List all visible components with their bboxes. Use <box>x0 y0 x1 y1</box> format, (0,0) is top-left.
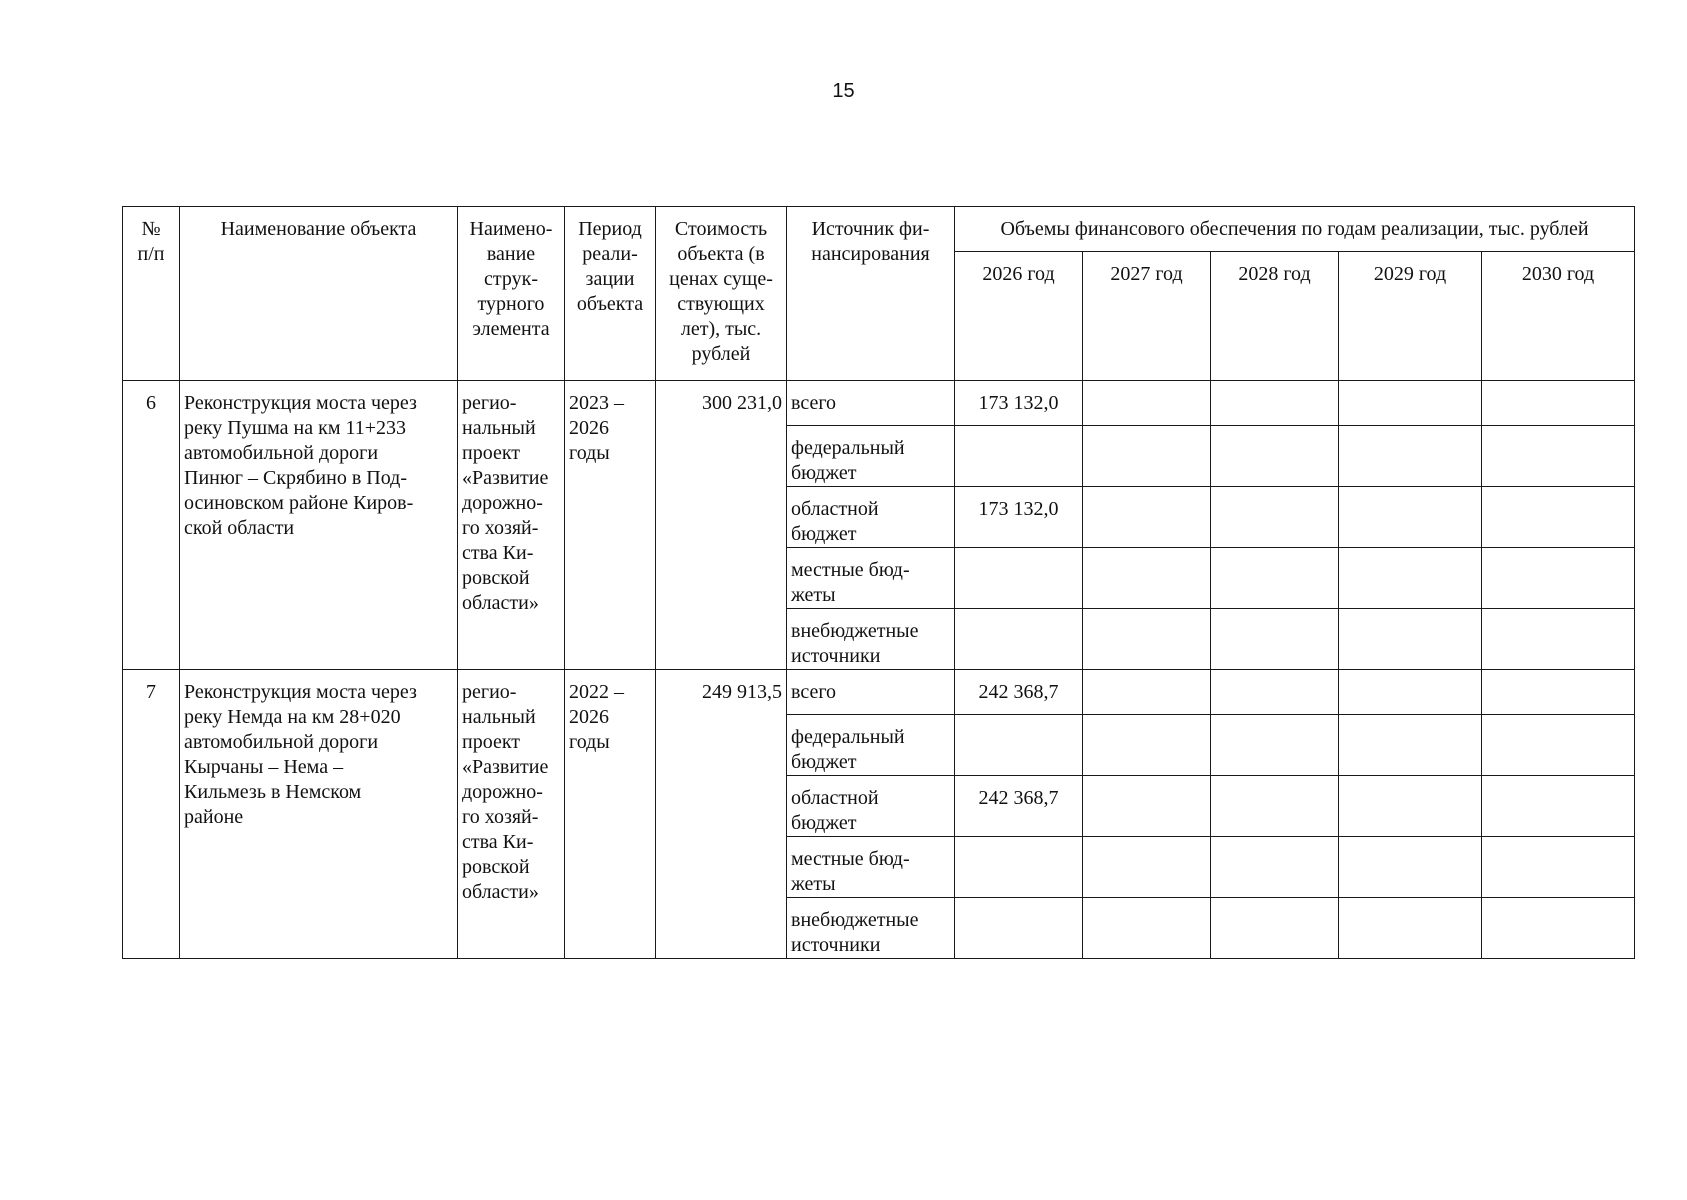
year-value <box>955 898 1083 959</box>
year-value <box>1339 776 1482 837</box>
year-value <box>1211 609 1339 670</box>
header-num: № п/п <box>123 207 180 381</box>
header-volumes: Объемы финансового обеспечения по годам реализации, тыс. рублей <box>955 207 1635 252</box>
year-value <box>1083 609 1211 670</box>
funding-source: областной бюджет <box>787 487 955 548</box>
year-value <box>1083 487 1211 548</box>
year-value <box>1339 609 1482 670</box>
year-value <box>1211 715 1339 776</box>
funding-source: федеральный бюджет <box>787 715 955 776</box>
year-value <box>1482 609 1635 670</box>
year-value <box>1211 426 1339 487</box>
header-row <box>123 207 1635 252</box>
year-value <box>1083 837 1211 898</box>
year-value <box>955 426 1083 487</box>
funding-source: всего <box>787 381 955 426</box>
funding-source: внебюджетные источники <box>787 898 955 959</box>
table-row <box>123 670 1635 715</box>
financing-table <box>122 206 1635 959</box>
structural-element: регио- нальный проект «Развитие дорожно- го хозяй- ства Ки- ровской области» <box>458 670 565 959</box>
object-cost: 300 231,0 <box>656 381 787 670</box>
year-value <box>1482 776 1635 837</box>
year-value <box>1482 487 1635 548</box>
year-value <box>1211 776 1339 837</box>
object-cost: 249 913,5 <box>656 670 787 959</box>
year-value <box>1211 898 1339 959</box>
year-value <box>1339 670 1482 715</box>
year-value <box>1339 426 1482 487</box>
year-value <box>1339 381 1482 426</box>
header-year: 2030 год <box>1482 252 1635 381</box>
year-value <box>1339 898 1482 959</box>
year-value: 173 132,0 <box>955 381 1083 426</box>
funding-source: местные бюд- жеты <box>787 837 955 898</box>
funding-source: местные бюд- жеты <box>787 548 955 609</box>
implementation-period: 2023 – 2026 годы <box>565 381 656 670</box>
year-value <box>1211 837 1339 898</box>
header-structural-element: Наимено- вание струк- турного элемента <box>458 207 565 381</box>
year-value <box>1083 776 1211 837</box>
header-year: 2027 год <box>1083 252 1211 381</box>
header-year: 2029 год <box>1339 252 1482 381</box>
header-object-name: Наименование объекта <box>180 207 458 381</box>
header-funding-source: Источник фи- нансирования <box>787 207 955 381</box>
header-cost: Стоимость объекта (в ценах суще- ствующих лет), тыс. рублей <box>656 207 787 381</box>
funding-source: всего <box>787 670 955 715</box>
year-value <box>955 837 1083 898</box>
year-value <box>1482 426 1635 487</box>
page-number: 15 <box>832 80 855 102</box>
year-value <box>955 715 1083 776</box>
year-value <box>1482 381 1635 426</box>
year-value <box>1482 715 1635 776</box>
year-value <box>1083 715 1211 776</box>
year-value <box>1211 381 1339 426</box>
implementation-period: 2022 – 2026 годы <box>565 670 656 959</box>
year-value <box>1083 381 1211 426</box>
object-name: Реконструкция моста через реку Немда на км 28+020 автомобильной дороги Кырчаны – Нема – Кильмезь в Немском районе <box>180 670 458 959</box>
year-value <box>1211 670 1339 715</box>
year-value <box>1083 426 1211 487</box>
year-value <box>1339 487 1482 548</box>
year-value <box>1482 670 1635 715</box>
year-value <box>1083 548 1211 609</box>
year-value <box>1211 487 1339 548</box>
table-row <box>123 381 1635 426</box>
funding-source: областной бюджет <box>787 776 955 837</box>
year-value <box>1482 898 1635 959</box>
year-value <box>955 548 1083 609</box>
funding-source: внебюджетные источники <box>787 609 955 670</box>
year-value <box>1339 548 1482 609</box>
header-year: 2026 год <box>955 252 1083 381</box>
year-value <box>1339 715 1482 776</box>
object-name: Реконструкция моста через реку Пушма на км 11+233 автомобильной дороги Пинюг – Скрябино в Под- осиновском районе Киров- ской области <box>180 381 458 670</box>
year-value <box>1083 898 1211 959</box>
object-number: 7 <box>123 670 180 959</box>
header-period: Период реали- зации объекта <box>565 207 656 381</box>
funding-source: федеральный бюджет <box>787 426 955 487</box>
year-value <box>1083 670 1211 715</box>
year-value: 173 132,0 <box>955 487 1083 548</box>
header-year: 2028 год <box>1211 252 1339 381</box>
object-number: 6 <box>123 381 180 670</box>
year-value: 242 368,7 <box>955 776 1083 837</box>
year-value <box>1482 837 1635 898</box>
year-value <box>1482 548 1635 609</box>
year-value: 242 368,7 <box>955 670 1083 715</box>
year-value <box>1339 837 1482 898</box>
year-value <box>955 609 1083 670</box>
structural-element: регио- нальный проект «Развитие дорожно- го хозяй- ства Ки- ровской области» <box>458 381 565 670</box>
year-value <box>1211 548 1339 609</box>
